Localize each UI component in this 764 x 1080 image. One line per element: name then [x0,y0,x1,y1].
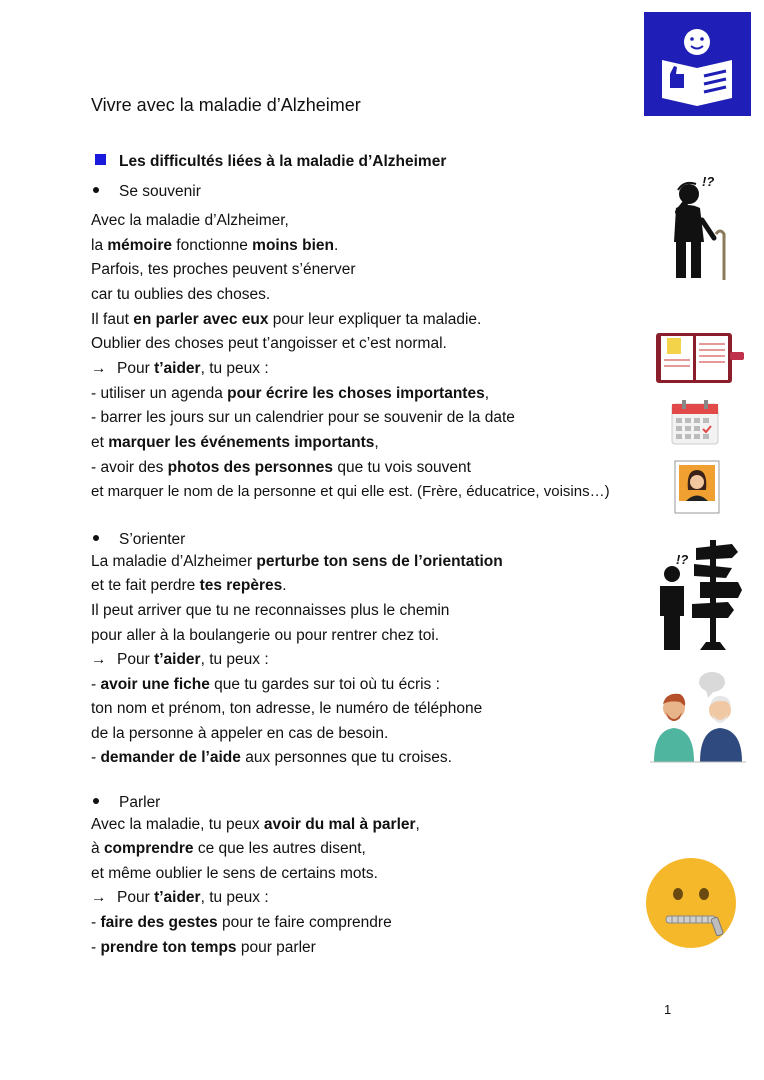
arrow-icon: → [91,360,107,377]
text-line: et même oublier le sens de certains mots. [91,865,378,882]
subheading-speak: Parler [91,793,160,813]
text-line: - faire des gestes pour te faire comprendre [91,914,392,931]
calendar-icon [670,398,720,446]
text-line: à comprendre ce que les autres disent, [91,840,366,857]
subheading-orient: S’orienter [91,530,185,550]
text-line: et marquer les événements importants, [91,434,379,451]
page-number: 1 [664,1002,672,1017]
text-line: - barrer les jours sur un calendrier pour se souvenir de la date [91,409,515,426]
text-line: Il peut arriver que tu ne reconnaisses plus le chemin [91,602,450,619]
confused-mark: !? [702,174,715,189]
easy-to-read-logo [644,12,751,116]
text-line: - avoir des photos des personnes que tu vois souvent [91,459,471,476]
text-line: Avec la maladie, tu peux avoir du mal à parler, [91,816,420,833]
text-line: La maladie d’Alzheimer perturbe ton sens de l’orientation [91,553,503,570]
text-line: - prendre ton temps pour parler [91,939,316,956]
subheading-remember: Se souvenir [91,182,201,202]
text-line: Avec la maladie d’Alzheimer, [91,212,289,229]
text-line: et marquer le nom de la personne et qui elle est. (Frère, éducatrice, voisins…) [91,483,610,500]
help-line: → Pour t’aider, tu peux : [91,889,269,906]
zipped-mouth-emoji-icon [644,856,738,950]
confused-mark: !? [676,552,689,567]
easy-to-read-logo-icon [644,12,751,116]
page-title: Vivre avec la maladie d’Alzheimer [91,95,361,115]
text-line: et te fait perdre tes repères. [91,577,287,594]
text-line: Oublier des choses peut t’angoisser et c’est normal. [91,335,447,352]
text-line: de la personne à appeler en cas de besoin. [91,725,389,742]
text-line: - utiliser un agenda pour écrire les choses importantes, [91,385,490,402]
text-line: la mémoire fonctionne moins bien. [91,237,339,254]
bullet-icon [93,535,99,541]
section-heading: Les difficultés liées à la maladie d’Alzheimer [95,152,446,172]
bullet-icon [93,187,99,193]
lost-person-signpost-icon [652,538,744,654]
help-line: → Pour t’aider, tu peux : [91,360,269,377]
person-photo-icon [674,460,720,514]
text-line: pour aller à la boulangerie ou pour rentrer chez toi. [91,627,440,644]
text-line: Parfois, tes proches peuvent s’énerver [91,261,356,278]
bullet-icon [93,798,99,804]
help-line: → Pour t’aider, tu peux : [91,651,269,668]
two-people-talking-icon [650,670,746,764]
arrow-icon: → [91,651,107,668]
text-line: - avoir une fiche que tu gardes sur toi où tu écris : [91,676,440,693]
arrow-icon: → [91,889,107,906]
text-line: - demander de l’aide aux personnes que tu croises. [91,749,452,766]
blue-square-icon [95,154,106,165]
agenda-icon [654,330,746,386]
confused-elderly-person-icon [664,172,732,284]
text-line: car tu oublies des choses. [91,286,271,303]
text-line: ton nom et prénom, ton adresse, le numéro de téléphone [91,700,483,717]
text-line: Il faut en parler avec eux pour leur expliquer ta maladie. [91,311,482,328]
